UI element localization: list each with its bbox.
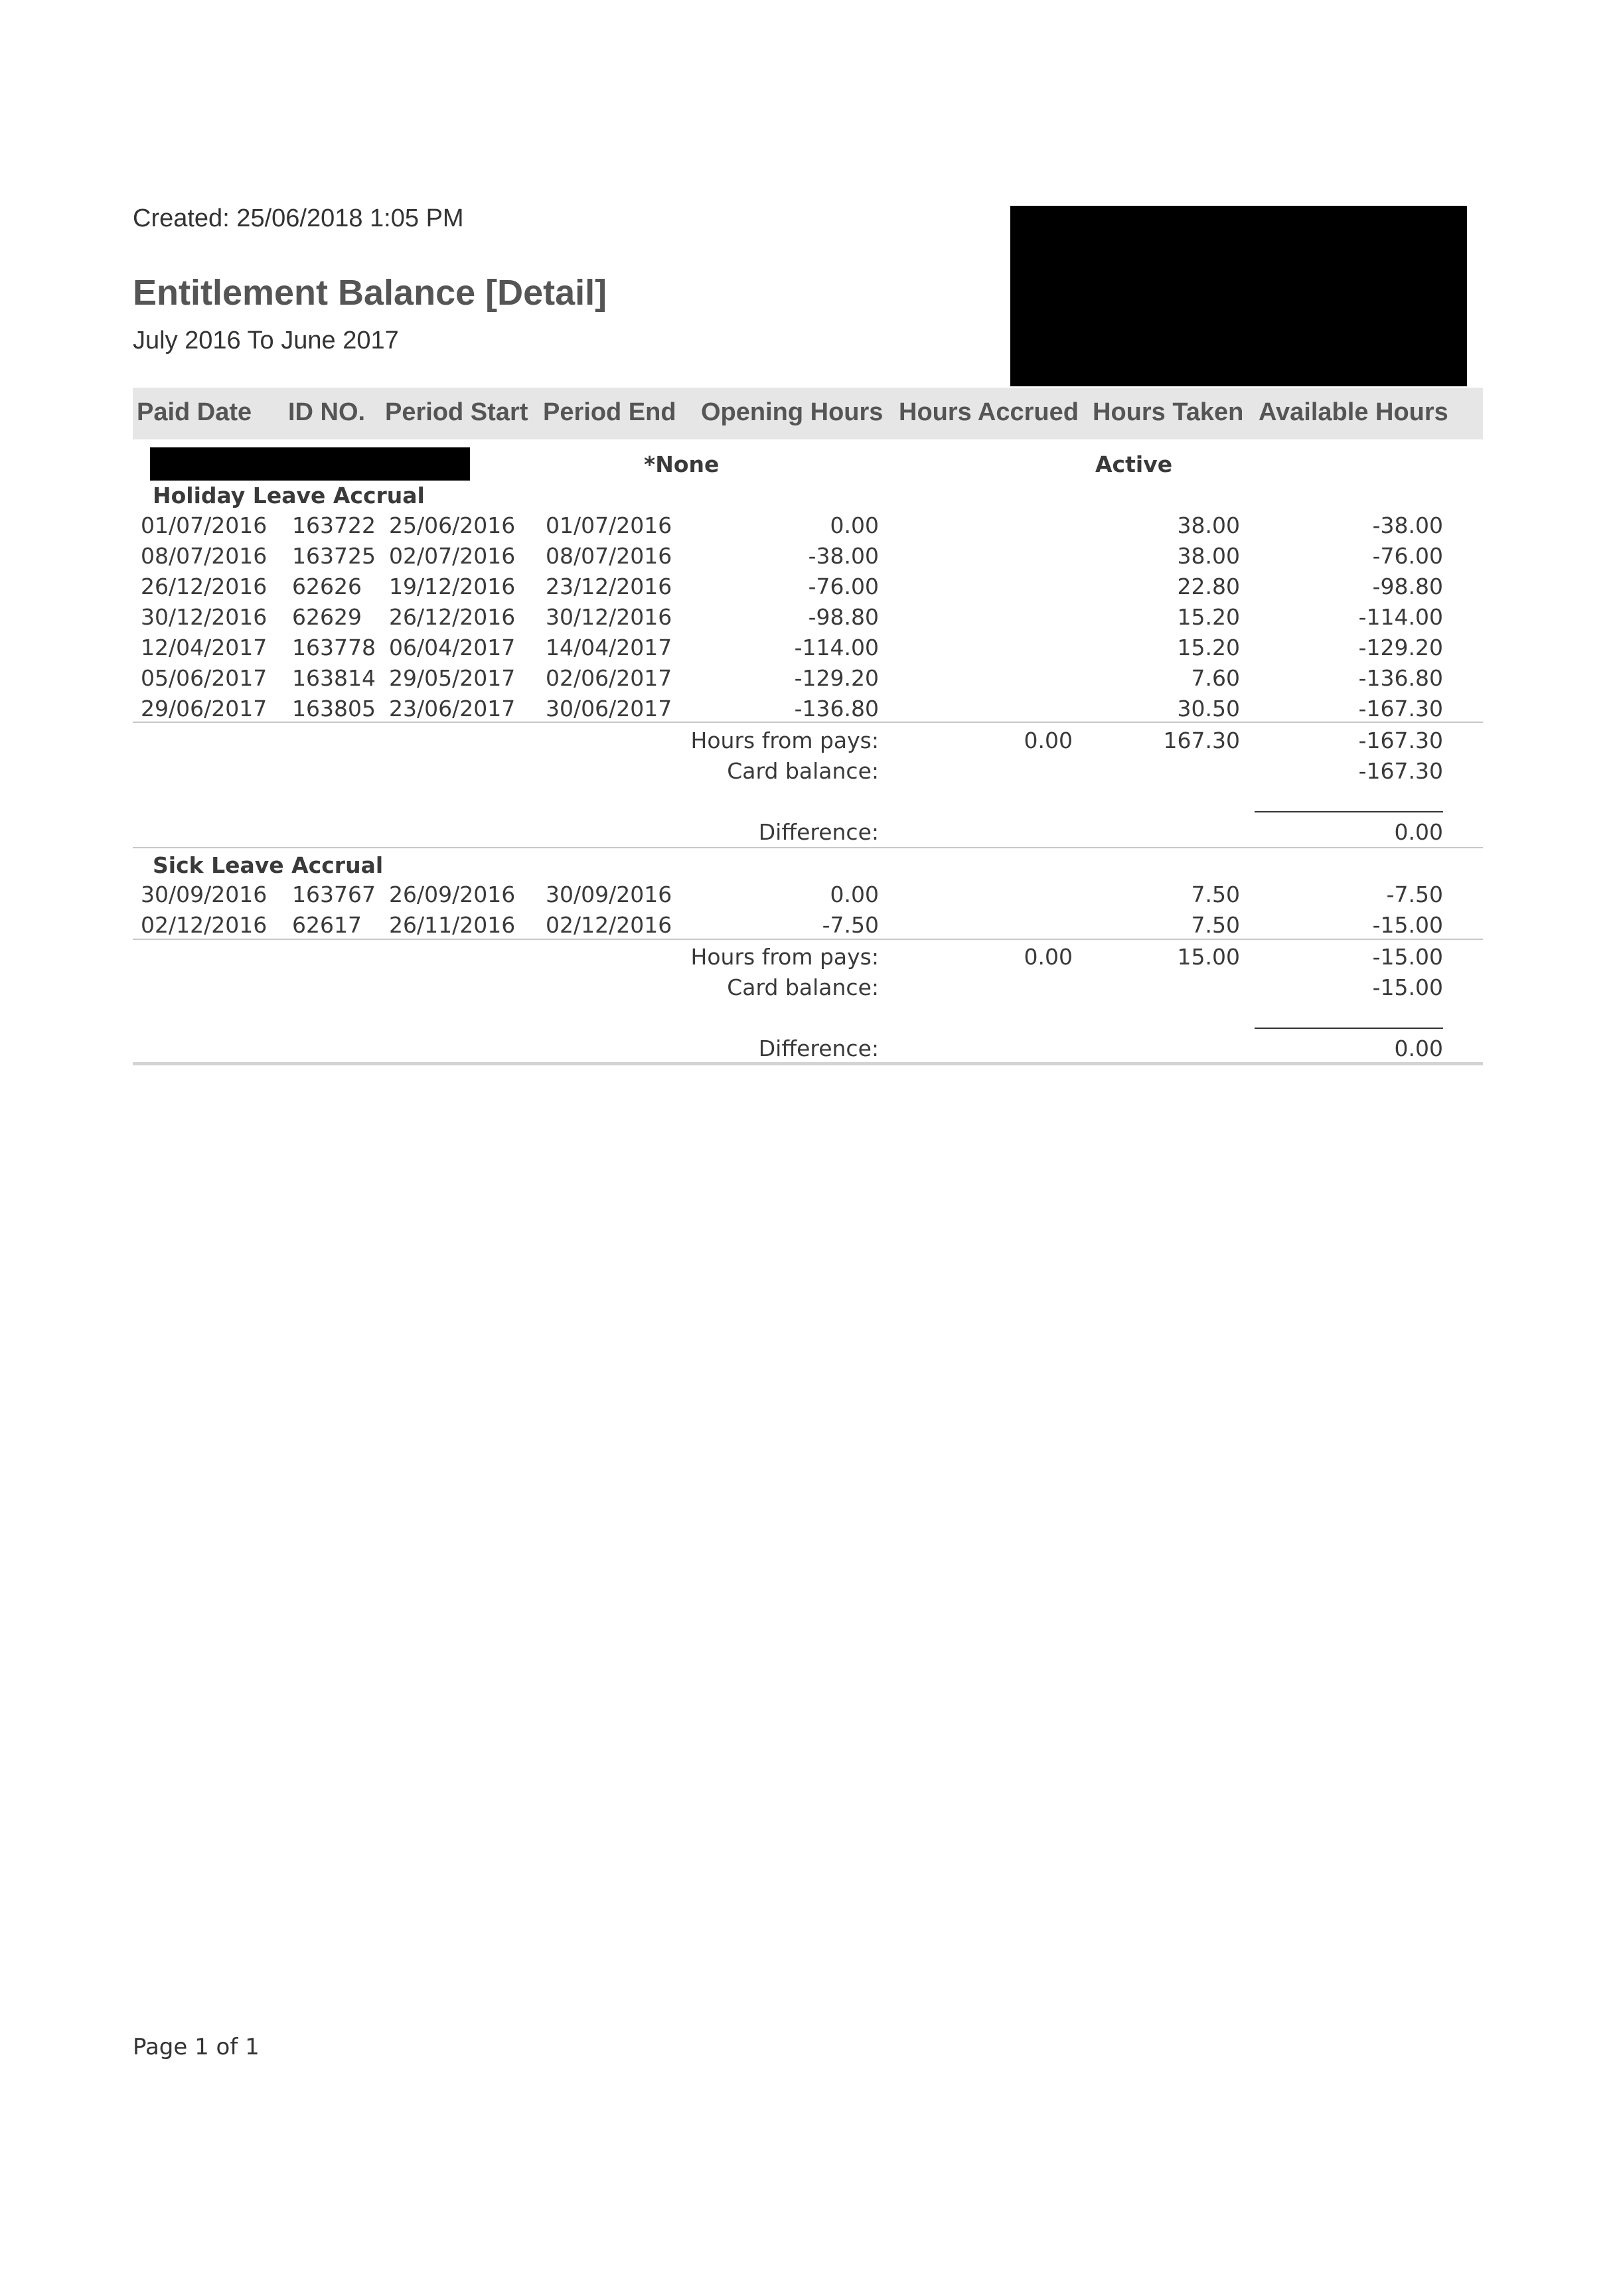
summary-taken: 15.00 — [1177, 944, 1240, 970]
col-header-paid-date: Paid Date — [137, 398, 252, 426]
cell-id-no: 62629 — [292, 604, 362, 630]
created-timestamp: Created: 25/06/2018 1:05 PM — [133, 204, 464, 232]
employee-group: *None — [644, 451, 720, 477]
cell-available-hours: -76.00 — [1372, 543, 1443, 569]
cell-hours-taken: 15.20 — [1177, 635, 1240, 660]
report-title: Entitlement Balance [Detail] — [133, 273, 607, 313]
cell-paid-date: 12/04/2017 — [141, 635, 268, 660]
cell-paid-date: 26/12/2016 — [141, 574, 268, 599]
cell-hours-taken: 7.50 — [1191, 912, 1240, 938]
cell-period-start: 19/12/2016 — [389, 574, 516, 599]
cell-period-end: 08/07/2016 — [546, 543, 672, 569]
section-divider — [133, 722, 1483, 723]
cell-id-no: 163805 — [292, 696, 376, 722]
cell-paid-date: 08/07/2016 — [141, 543, 268, 569]
col-header-hours-taken: Hours Taken — [1093, 398, 1244, 426]
cell-id-no: 163778 — [292, 635, 376, 660]
cell-paid-date: 30/09/2016 — [141, 881, 268, 907]
cell-period-start: 26/11/2016 — [389, 912, 516, 938]
cell-period-end: 01/07/2016 — [546, 512, 672, 538]
section-divider — [133, 939, 1483, 940]
cell-period-end: 02/06/2017 — [546, 665, 672, 691]
cell-id-no: 163814 — [292, 665, 376, 691]
cell-available-hours: -136.80 — [1358, 665, 1443, 691]
page-number: Page 1 of 1 — [133, 2034, 260, 2060]
cell-id-no: 62617 — [292, 912, 362, 938]
section-divider — [133, 847, 1483, 848]
summary-label: Difference: — [758, 819, 879, 845]
cell-period-start: 26/12/2016 — [389, 604, 516, 630]
summary-available: 0.00 — [1394, 819, 1443, 845]
summary-available: -167.30 — [1358, 758, 1443, 784]
cell-available-hours: -129.20 — [1358, 635, 1443, 660]
cell-opening-hours: -76.00 — [808, 574, 879, 599]
cell-hours-taken: 7.50 — [1191, 881, 1240, 907]
cell-available-hours: -7.50 — [1386, 881, 1443, 907]
summary-label: Hours from pays: — [690, 944, 879, 970]
col-header-period-end: Period End — [543, 398, 676, 426]
cell-period-end: 30/09/2016 — [546, 881, 672, 907]
cell-period-end: 30/12/2016 — [546, 604, 672, 630]
cell-opening-hours: -38.00 — [808, 543, 879, 569]
cell-opening-hours: -129.20 — [794, 665, 879, 691]
cell-id-no: 163767 — [292, 881, 376, 907]
cell-opening-hours: -114.00 — [794, 635, 879, 660]
cell-available-hours: -15.00 — [1372, 912, 1443, 938]
total-underline — [1255, 811, 1443, 812]
total-underline — [1255, 1028, 1443, 1029]
cell-period-start: 29/05/2017 — [389, 665, 516, 691]
summary-accrued: 0.00 — [1024, 944, 1073, 970]
col-header-available-hours: Available Hours — [1259, 398, 1448, 426]
redacted-logo-block — [1010, 206, 1467, 386]
cell-opening-hours: 0.00 — [830, 512, 879, 538]
summary-available: -15.00 — [1372, 974, 1443, 1000]
summary-label: Difference: — [758, 1035, 879, 1061]
col-header-id-no: ID NO. — [288, 398, 366, 426]
cell-period-end: 23/12/2016 — [546, 574, 672, 599]
cell-hours-taken: 38.00 — [1177, 512, 1240, 538]
cell-available-hours: -167.30 — [1358, 696, 1443, 722]
redacted-employee-name — [150, 447, 470, 481]
summary-available: -167.30 — [1358, 727, 1443, 753]
cell-id-no: 163722 — [292, 512, 376, 538]
cell-period-start: 02/07/2016 — [389, 543, 516, 569]
cell-available-hours: -38.00 — [1372, 512, 1443, 538]
cell-opening-hours: -7.50 — [822, 912, 879, 938]
summary-label: Hours from pays: — [690, 727, 879, 753]
cell-paid-date: 29/06/2017 — [141, 696, 268, 722]
cell-hours-taken: 7.60 — [1191, 665, 1240, 691]
summary-accrued: 0.00 — [1024, 727, 1073, 753]
cell-available-hours: -114.00 — [1358, 604, 1443, 630]
cell-paid-date: 05/06/2017 — [141, 665, 268, 691]
cell-period-end: 30/06/2017 — [546, 696, 672, 722]
summary-available: 0.00 — [1394, 1035, 1443, 1061]
summary-label: Card balance: — [727, 758, 879, 784]
summary-available: -15.00 — [1372, 944, 1443, 970]
table-bottom-rule — [133, 1062, 1483, 1065]
cell-opening-hours: -98.80 — [808, 604, 879, 630]
col-header-hours-accrued: Hours Accrued — [899, 398, 1079, 426]
cell-period-end: 02/12/2016 — [546, 912, 672, 938]
cell-hours-taken: 22.80 — [1177, 574, 1240, 599]
col-header-opening-hours: Opening Hours — [701, 398, 884, 426]
cell-paid-date: 30/12/2016 — [141, 604, 268, 630]
cell-id-no: 62626 — [292, 574, 362, 599]
cell-opening-hours: 0.00 — [830, 881, 879, 907]
summary-label: Card balance: — [727, 974, 879, 1000]
cell-hours-taken: 30.50 — [1177, 696, 1240, 722]
cell-period-start: 23/06/2017 — [389, 696, 516, 722]
col-header-period-start: Period Start — [385, 398, 528, 426]
cell-period-end: 14/04/2017 — [546, 635, 672, 660]
cell-hours-taken: 38.00 — [1177, 543, 1240, 569]
cell-available-hours: -98.80 — [1372, 574, 1443, 599]
cell-opening-hours: -136.80 — [794, 696, 879, 722]
cell-paid-date: 01/07/2016 — [141, 512, 268, 538]
cell-period-start: 26/09/2016 — [389, 881, 516, 907]
report-period: July 2016 To June 2017 — [133, 327, 399, 354]
cell-id-no: 163725 — [292, 543, 376, 569]
cell-hours-taken: 15.20 — [1177, 604, 1240, 630]
employee-status: Active — [1095, 451, 1173, 477]
section-title-holiday: Holiday Leave Accrual — [153, 483, 425, 508]
cell-period-start: 06/04/2017 — [389, 635, 516, 660]
cell-paid-date: 02/12/2016 — [141, 912, 268, 938]
section-title-sick: Sick Leave Accrual — [153, 852, 384, 878]
summary-taken: 167.30 — [1163, 727, 1240, 753]
cell-period-start: 25/06/2016 — [389, 512, 516, 538]
